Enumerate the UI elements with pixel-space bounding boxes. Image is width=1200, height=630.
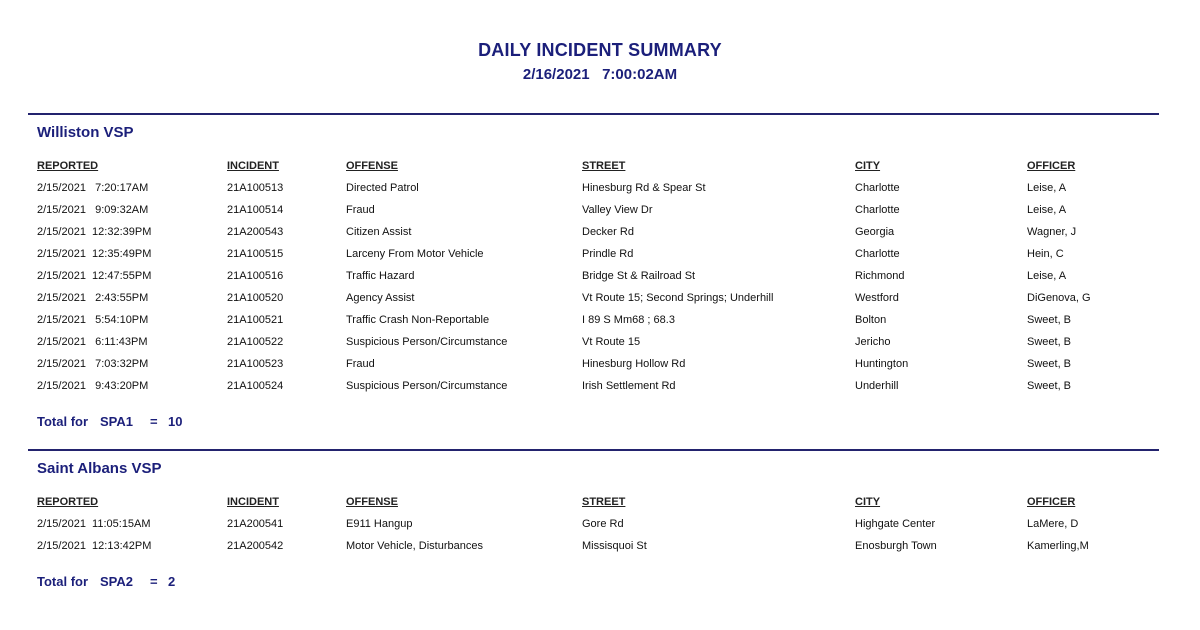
cell-city: Georgia [855,226,895,238]
total-code: SPA2 [100,574,133,589]
cell-reported: 2/15/2021 12:13:42PM [37,540,152,552]
section-title: Williston VSP [37,124,134,141]
total-count: 2 [168,574,176,589]
cell-officer: Kamerling,M [1027,540,1089,552]
cell-incident: 21A100521 [227,314,284,326]
cell-street: Valley View Dr [582,204,653,216]
column-header-street: STREET [582,496,626,508]
column-header-offense: OFFENSE [346,160,398,172]
cell-street: Missisquoi St [582,540,647,552]
cell-reported: 2/15/2021 9:43:20PM [37,380,149,392]
cell-reported: 2/15/2021 2:43:55PM [37,292,149,304]
cell-incident: 21A200541 [227,518,284,530]
cell-city: Westford [855,292,899,304]
cell-officer: Sweet, B [1027,358,1072,370]
cell-offense: Suspicious Person/Circumstance [346,336,508,348]
column-header-reported: REPORTED [37,496,99,508]
cell-street: Gore Rd [582,518,624,530]
cell-officer: Sweet, B [1027,314,1072,326]
column-header-incident: INCIDENT [227,496,279,508]
cell-offense: Fraud [346,358,375,370]
cell-incident: 21A100515 [227,248,284,260]
cell-street: Decker Rd [582,226,634,238]
column-header-city: CITY [855,496,881,508]
cell-city: Highgate Center [855,518,936,530]
column-header-incident: INCIDENT [227,160,279,172]
total-count: 10 [168,414,183,429]
column-header-officer: OFFICER [1027,496,1076,508]
cell-reported: 2/15/2021 12:32:39PM [37,226,152,238]
cell-offense: Suspicious Person/Circumstance [346,380,508,392]
section-total [37,574,237,590]
cell-street: Vt Route 15; Second Springs; Underhill [582,292,774,304]
cell-officer: Hein, C [1027,248,1064,260]
cell-incident: 21A100514 [227,204,284,216]
column-header-offense: OFFENSE [346,496,398,508]
cell-street: Hinesburg Hollow Rd [582,358,686,370]
report-title: DAILY INCIDENT SUMMARY [478,40,722,60]
total-equals: = [150,574,158,589]
cell-offense: Traffic Crash Non-Reportable [346,314,490,326]
total-code: SPA1 [100,414,133,429]
cell-offense: Traffic Hazard [346,270,415,282]
cell-officer: Sweet, B [1027,380,1072,392]
cell-officer: Leise, A [1027,182,1067,194]
cell-incident: 21A200543 [227,226,284,238]
cell-street: Vt Route 15 [582,336,641,348]
section-total [37,414,237,430]
cell-reported: 2/15/2021 12:47:55PM [37,270,152,282]
total-label: Total for [37,414,89,429]
cell-city: Underhill [855,380,899,392]
column-header-reported: REPORTED [37,160,99,172]
cell-city: Charlotte [855,182,900,194]
cell-reported: 2/15/2021 7:03:32PM [37,358,149,370]
total-equals: = [150,414,158,429]
cell-street: Bridge St & Railroad St [582,270,696,282]
cell-reported: 2/15/2021 11:05:15AM [37,518,151,530]
cell-offense: Citizen Assist [346,226,412,238]
cell-reported: 2/15/2021 5:54:10PM [37,314,149,326]
cell-incident: 21A200542 [227,540,284,552]
section-divider [28,449,1159,451]
cell-reported: 2/15/2021 6:11:43PM [37,336,148,348]
cell-city: Charlotte [855,248,900,260]
section-title: Saint Albans VSP [37,460,162,477]
cell-offense: Larceny From Motor Vehicle [346,248,484,260]
cell-city: Enosburgh Town [855,540,937,552]
cell-offense: Agency Assist [346,292,415,304]
cell-incident: 21A100523 [227,358,284,370]
cell-officer: DiGenova, G [1027,292,1091,304]
column-header-street: STREET [582,160,626,172]
total-label: Total for [37,574,89,589]
cell-officer: Leise, A [1027,270,1067,282]
cell-city: Bolton [855,314,887,326]
cell-street: I 89 S Mm68 ; 68.3 [582,314,675,326]
cell-street: Hinesburg Rd & Spear St [582,182,706,194]
cell-incident: 21A100513 [227,182,284,194]
cell-reported: 2/15/2021 7:20:17AM [37,182,149,194]
cell-street: Irish Settlement Rd [582,380,676,392]
report-datetime: 2/16/2021 7:00:02AM [522,66,678,83]
cell-city: Richmond [855,270,905,282]
cell-city: Jericho [855,336,891,348]
section-divider [28,113,1159,115]
cell-officer: Leise, A [1027,204,1067,216]
cell-incident: 21A100522 [227,336,284,348]
cell-incident: 21A100516 [227,270,284,282]
cell-reported: 2/15/2021 12:35:49PM [37,248,152,260]
cell-officer: Wagner, J [1027,226,1077,238]
cell-city: Charlotte [855,204,900,216]
cell-offense: E911 Hangup [346,518,413,530]
column-header-city: CITY [855,160,881,172]
cell-city: Huntington [855,358,909,370]
cell-offense: Fraud [346,204,375,216]
cell-incident: 21A100520 [227,292,284,304]
cell-offense: Directed Patrol [346,182,419,194]
cell-offense: Motor Vehicle, Disturbances [346,540,483,552]
column-header-officer: OFFICER [1027,160,1076,172]
cell-reported: 2/15/2021 9:09:32AM [37,204,149,216]
cell-street: Prindle Rd [582,248,634,260]
cell-officer: LaMere, D [1027,518,1079,530]
cell-officer: Sweet, B [1027,336,1072,348]
cell-incident: 21A100524 [227,380,284,392]
